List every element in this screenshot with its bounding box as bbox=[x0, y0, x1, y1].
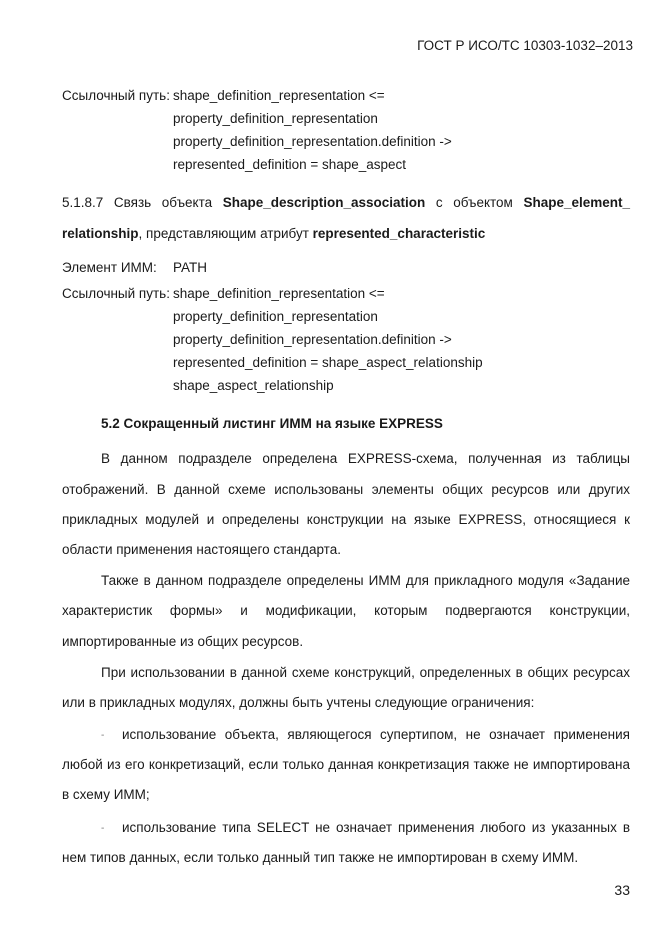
entity-name: Shape_element_ bbox=[523, 195, 630, 210]
paragraph-line: характеристик формы» и модификации, которым подвергаются конструкции, bbox=[62, 603, 630, 618]
section-5187-line2 bbox=[62, 226, 485, 241]
bullet-dash: - bbox=[101, 823, 105, 834]
ref-path-line: property_definition_representation.definition -> bbox=[173, 134, 452, 149]
ref-path-line: represented_definition = shape_aspect_relationship bbox=[173, 355, 483, 370]
text: , представляющим атрибут bbox=[138, 226, 313, 241]
text: использование объекта, являющегося супертипом, не означает применения bbox=[122, 727, 630, 742]
page-number: 33 bbox=[614, 882, 630, 898]
entity-name: relationship bbox=[62, 226, 139, 241]
list-item-line: любой из его конкретизаций, если только данная конкретизация также не импортирована bbox=[62, 757, 630, 772]
bullet-dash: - bbox=[101, 730, 105, 741]
text: В данном подразделе определена EXPRESS-схема, полученная из таблицы bbox=[101, 451, 630, 466]
paragraph-line: прикладных модулей и определены конструкции на языке EXPRESS, относящиеся к bbox=[62, 512, 630, 527]
element-label: Элемент ИММ: bbox=[62, 260, 157, 275]
paragraph-line bbox=[101, 573, 630, 588]
list-item-line: нем типов данных, если только данный тип также не импортирован в схему ИММ. bbox=[62, 850, 579, 865]
paragraph-line bbox=[101, 665, 630, 680]
ref-path-line: property_definition_representation bbox=[173, 309, 378, 324]
paragraph-line: отображений. В данной схеме использованы элементы общих ресурсов или других bbox=[62, 482, 630, 497]
ref-path-label: Ссылочный путь: bbox=[62, 286, 170, 301]
section-heading: 5.2 Сокращенный листинг ИММ на языке EXPRESS bbox=[101, 416, 443, 431]
text: 5.1.8.7 Связь объекта bbox=[62, 195, 223, 210]
section-5187-line1 bbox=[62, 195, 630, 210]
paragraph-line: области применения настоящего стандарта. bbox=[62, 542, 341, 557]
ref-path-line: property_definition_representation.definition -> bbox=[173, 332, 452, 347]
text: Также в данном подразделе определены ИММ для прикладного модуля «Задание bbox=[101, 573, 630, 588]
ref-path-line: shape_definition_representation <= bbox=[173, 88, 385, 103]
text: с объектом bbox=[425, 195, 524, 210]
ref-path-line: property_definition_representation bbox=[173, 111, 378, 126]
document-header: ГОСТ Р ИСО/ТС 10303-1032–2013 bbox=[417, 38, 633, 53]
paragraph-line: или в прикладных модулях, должны быть учтены следующие ограничения: bbox=[62, 695, 535, 710]
ref-path-line: represented_definition = shape_aspect bbox=[173, 157, 407, 172]
list-item-line bbox=[122, 820, 630, 835]
list-item-line bbox=[122, 727, 630, 742]
paragraph-line: импортированные из общих ресурсов. bbox=[62, 634, 304, 649]
entity-name: Shape_description_association bbox=[222, 195, 426, 210]
ref-path-label: Ссылочный путь: bbox=[62, 88, 170, 103]
ref-path-line: shape_definition_representation <= bbox=[173, 286, 385, 301]
ref-path-line: shape_aspect_relationship bbox=[173, 378, 334, 393]
attribute-name: represented_characteristic bbox=[312, 226, 486, 241]
list-item-line: в схему ИММ; bbox=[62, 787, 150, 802]
text: использование типа SELECT не означает применения любого из указанных в bbox=[122, 820, 630, 835]
element-value: PATH bbox=[173, 260, 208, 275]
paragraph-line bbox=[101, 451, 630, 466]
text: При использовании в данной схеме конструкций, определенных в общих ресурсах bbox=[101, 665, 630, 680]
